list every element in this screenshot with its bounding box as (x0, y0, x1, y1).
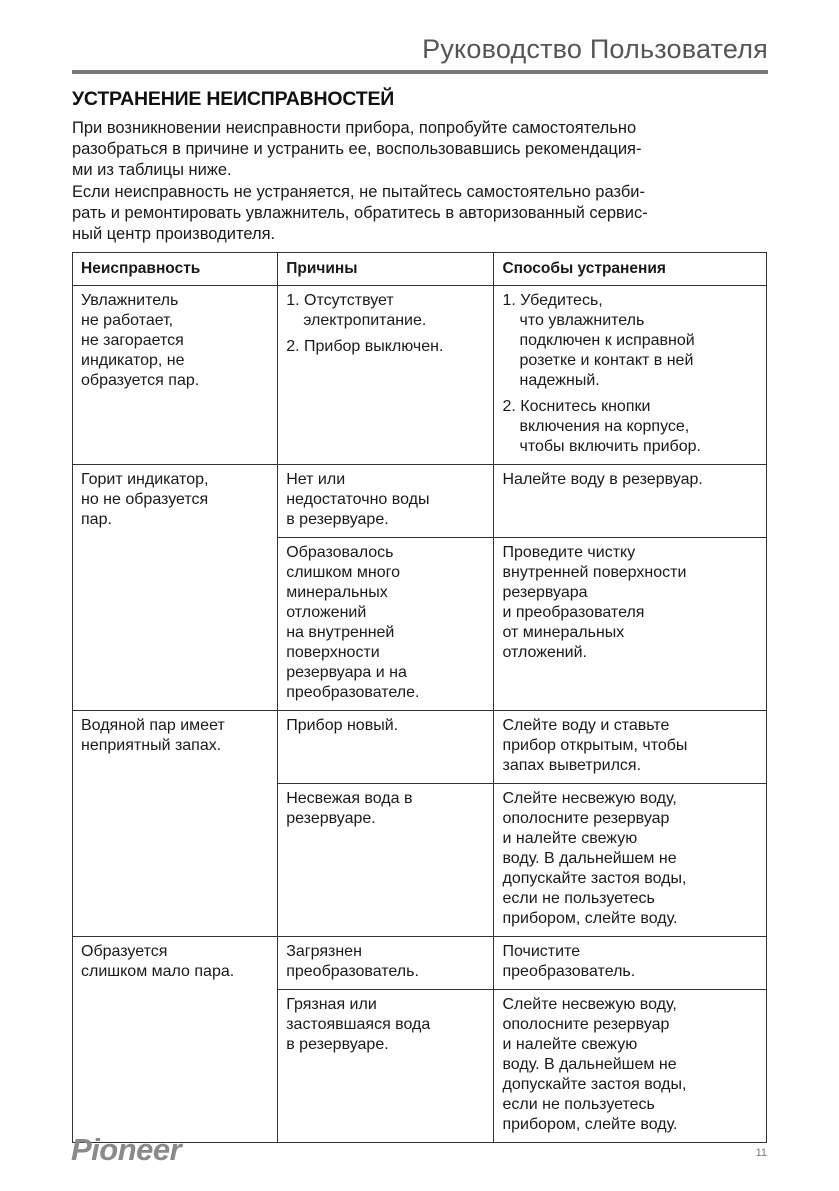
text-line: если не пользуетесь (502, 1096, 655, 1113)
text-line: и преобразователя (502, 604, 645, 621)
text-line: резервуаре. (286, 810, 376, 827)
header-solutions: Способы устранения (494, 253, 767, 286)
text-line: резервуара (502, 584, 588, 601)
text-line: Налейте воду в резервуар. (502, 471, 703, 488)
text-line: допускайте застоя воды, (502, 1076, 687, 1093)
text-line: 1. Убедитесь, (502, 292, 603, 309)
fault-cell (73, 465, 278, 711)
table-row (73, 937, 767, 990)
cause-cell (278, 990, 494, 1143)
text-line: воду. В дальнейшем не (502, 850, 677, 867)
text-line: допускайте застоя воды, (502, 870, 687, 887)
text-line: розетке и контакт в ней (519, 352, 694, 369)
text-line: резервуара и на (286, 664, 407, 681)
text-line: преобразователь. (286, 963, 419, 980)
solution-cell (494, 937, 767, 990)
table-row (73, 465, 767, 538)
text-line: ми из таблицы ниже. (72, 161, 232, 179)
text-line: преобразователе. (286, 684, 420, 701)
text-line: 2. Коснитесь кнопки (502, 398, 651, 415)
text-line: но не образуется (81, 491, 209, 508)
manual-title: Руководство Пользователя (422, 34, 768, 64)
text-line: индикатор, не (81, 352, 185, 369)
text-line: отложений (286, 604, 367, 621)
text-line: и налейте свежую (502, 1036, 638, 1053)
cause-cell (278, 784, 494, 937)
text-line: электропитание. (303, 312, 427, 329)
text-line: Образовалось (286, 544, 394, 561)
solution-cell (494, 990, 767, 1143)
text-line: 1. Отсутствует (286, 292, 394, 309)
cause-cell (278, 711, 494, 784)
text-line: внутренней поверхности (502, 564, 687, 581)
troubleshooting-table (72, 252, 767, 1143)
text-line: Горит индикатор, (81, 471, 209, 488)
text-line: не работает, (81, 312, 174, 329)
fault-cell (73, 711, 278, 937)
text-line: Водяной пар имеет (81, 717, 225, 734)
text-line: Слейте несвежую воду, (502, 790, 677, 807)
table-header-row (73, 253, 767, 286)
text-line: Слейте воду и ставьте (502, 717, 670, 734)
cause-cell (278, 937, 494, 990)
text-line: застоявшаяся вода (286, 1016, 431, 1033)
text-line: преобразователь. (502, 963, 636, 980)
text-line: недостаточно воды (286, 491, 430, 508)
text-line: неприятный запах. (81, 737, 222, 754)
header-divider (72, 70, 768, 74)
text-line: разобраться в причине и устранить ее, воспользовавшись рекомендация- (72, 140, 642, 158)
text-line: минеральных (286, 584, 388, 601)
text-line: не загорается (81, 332, 184, 349)
section-title: УСТРАНЕНИЕ НЕИСПРАВНОСТЕЙ (72, 88, 395, 110)
solution-cell (494, 538, 767, 711)
header-causes: Причины (278, 253, 494, 286)
text-line: прибором, слейте воду. (502, 1116, 678, 1133)
solution-cell (494, 711, 767, 784)
warning-paragraph (72, 182, 772, 245)
text-line: на внутренней (286, 624, 395, 641)
text-line: в резервуаре. (286, 1036, 389, 1053)
text-line: воду. В дальнейшем не (502, 1056, 677, 1073)
page-header (72, 30, 768, 74)
text-line: отложений. (502, 644, 587, 661)
page-number: 11 (755, 1147, 767, 1159)
cause-cell (278, 465, 494, 538)
text-line: включения на корпусе, (519, 418, 690, 435)
text-line: ополосните резервуар (502, 810, 670, 827)
solution-cell (494, 286, 767, 465)
text-line: При возникновении неисправности прибора, попробуйте самостоятельно (72, 119, 637, 137)
text-line: Слейте несвежую воду, (502, 996, 677, 1013)
text-line: пар. (81, 511, 112, 528)
intro-paragraph (72, 118, 772, 181)
text-line: Увлажнитель (81, 292, 179, 309)
text-line: Загрязнен (286, 943, 362, 960)
fault-cell (73, 286, 278, 465)
table-row (73, 711, 767, 784)
brand-logo: Pioneer (71, 1132, 182, 1167)
header-fault: Неисправность (73, 253, 278, 286)
text-line: ный центр производителя. (72, 225, 276, 243)
text-line: чтобы включить прибор. (519, 438, 701, 455)
text-line: Проведите чистку (502, 544, 636, 561)
text-line: образуется пар. (81, 372, 200, 389)
text-line: надежный. (519, 372, 600, 389)
text-line: рать и ремонтировать увлажнитель, обратитесь в авторизованный сервис- (72, 204, 648, 222)
text-line: Несвежая вода в (286, 790, 413, 807)
text-line: поверхности (286, 644, 380, 661)
solution-cell (494, 784, 767, 937)
text-line: прибором, слейте воду. (502, 910, 678, 927)
text-line: подключен к исправной (519, 332, 695, 349)
cause-cell (278, 538, 494, 711)
fault-cell (73, 937, 278, 1143)
text-line: от минеральных (502, 624, 625, 641)
text-line: в резервуаре. (286, 511, 389, 528)
text-line: Если неисправность не устраняется, не пытайтесь самостоятельно разби- (72, 183, 645, 201)
text-line: Нет или (286, 471, 346, 488)
text-line: и налейте свежую (502, 830, 638, 847)
text-line: запах выветрился. (502, 757, 642, 774)
table-row (73, 286, 767, 465)
text-line: прибор открытым, чтобы (502, 737, 688, 754)
text-line: ополосните резервуар (502, 1016, 670, 1033)
text-line: что увлажнитель (519, 312, 645, 329)
solution-cell (494, 465, 767, 538)
text-line: 2. Прибор выключен. (286, 338, 444, 355)
text-line: если не пользуетесь (502, 890, 655, 907)
text-line: Почистите (502, 943, 581, 960)
text-line: Прибор новый. (286, 717, 399, 734)
text-line: слишком много (286, 564, 400, 581)
cause-cell (278, 286, 494, 465)
text-line: слишком мало пара. (81, 963, 235, 980)
text-line: Образуется (81, 943, 168, 960)
text-line: Грязная или (286, 996, 377, 1013)
